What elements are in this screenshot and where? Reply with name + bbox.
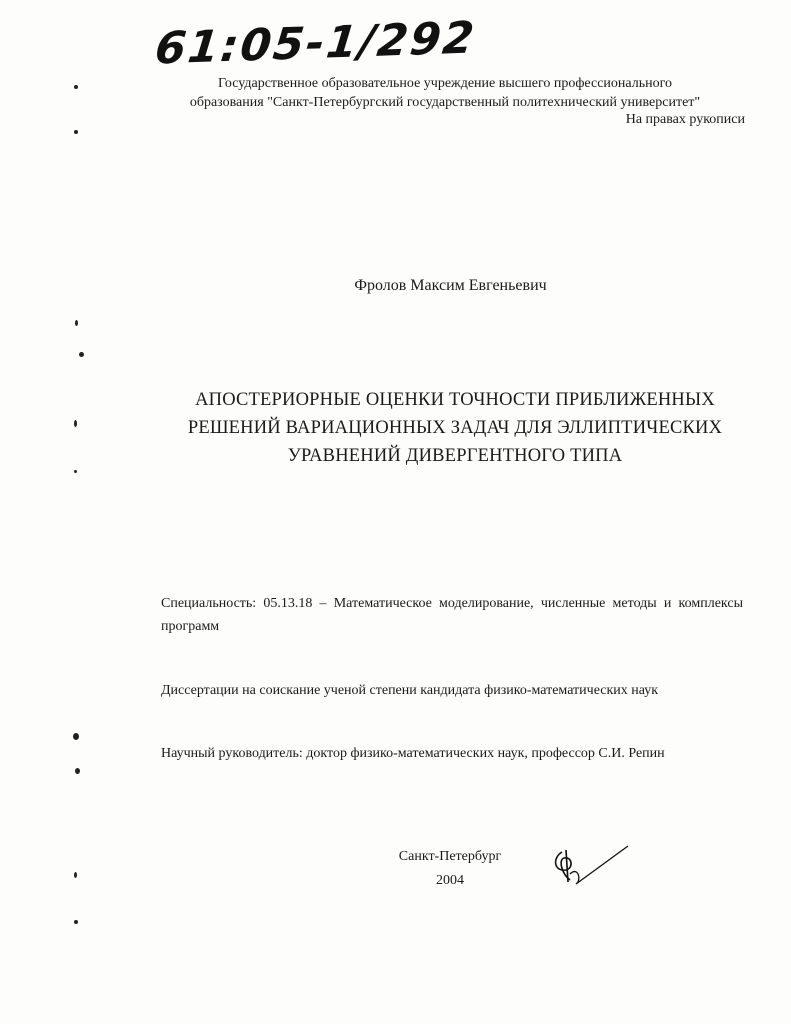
title-line-3: УРАВНЕНИЙ ДИВЕРГЕНТНОГО ТИПА bbox=[287, 446, 623, 466]
margin-speck bbox=[73, 733, 79, 740]
margin-speck bbox=[74, 470, 77, 473]
organization-line-2: образования "Санкт-Петербургский государственный политехнический университет" bbox=[189, 95, 701, 110]
rights-notice: На правах рукописи bbox=[625, 112, 745, 127]
margin-speck bbox=[74, 920, 78, 924]
specialty-text: Специальность: 05.13.18 – Математическое моделирование, численные методы и комплексы программ bbox=[161, 596, 743, 634]
organization-line-1: Государственное образовательное учреждение высшего профессионального bbox=[218, 76, 672, 91]
handwritten-archive-code: 61:05-1/292 bbox=[152, 12, 479, 75]
margin-speck bbox=[74, 85, 78, 89]
city-name: Санкт-Петербург bbox=[398, 849, 502, 864]
margin-speck bbox=[74, 130, 78, 134]
organization-header bbox=[150, 74, 740, 112]
dissertation-degree-text: Диссертации на соискание ученой степени кандидата физико-математических наук bbox=[161, 683, 659, 698]
year: 2004 bbox=[436, 873, 464, 888]
title-line-1: АПОСТЕРИОРНЫЕ ОЦЕНКИ ТОЧНОСТИ ПРИБЛИЖЕННЫХ bbox=[195, 390, 715, 410]
margin-speck bbox=[75, 768, 80, 774]
title-line-2: РЕШЕНИЙ ВАРИАЦИОННЫХ ЗАДАЧ ДЛЯ ЭЛЛИПТИЧЕСКИХ bbox=[187, 418, 723, 438]
margin-speck bbox=[74, 872, 77, 878]
margin-speck bbox=[74, 420, 77, 427]
dissertation-title bbox=[160, 386, 750, 470]
margin-speck bbox=[79, 352, 84, 357]
handwritten-signature bbox=[548, 840, 638, 890]
margin-speck bbox=[75, 320, 78, 326]
author-name: Фролов Максим Евгеньевич bbox=[354, 277, 547, 294]
scientific-advisor-text: Научный руководитель: доктор физико-математических наук, профессор С.И. Репин bbox=[161, 746, 665, 761]
